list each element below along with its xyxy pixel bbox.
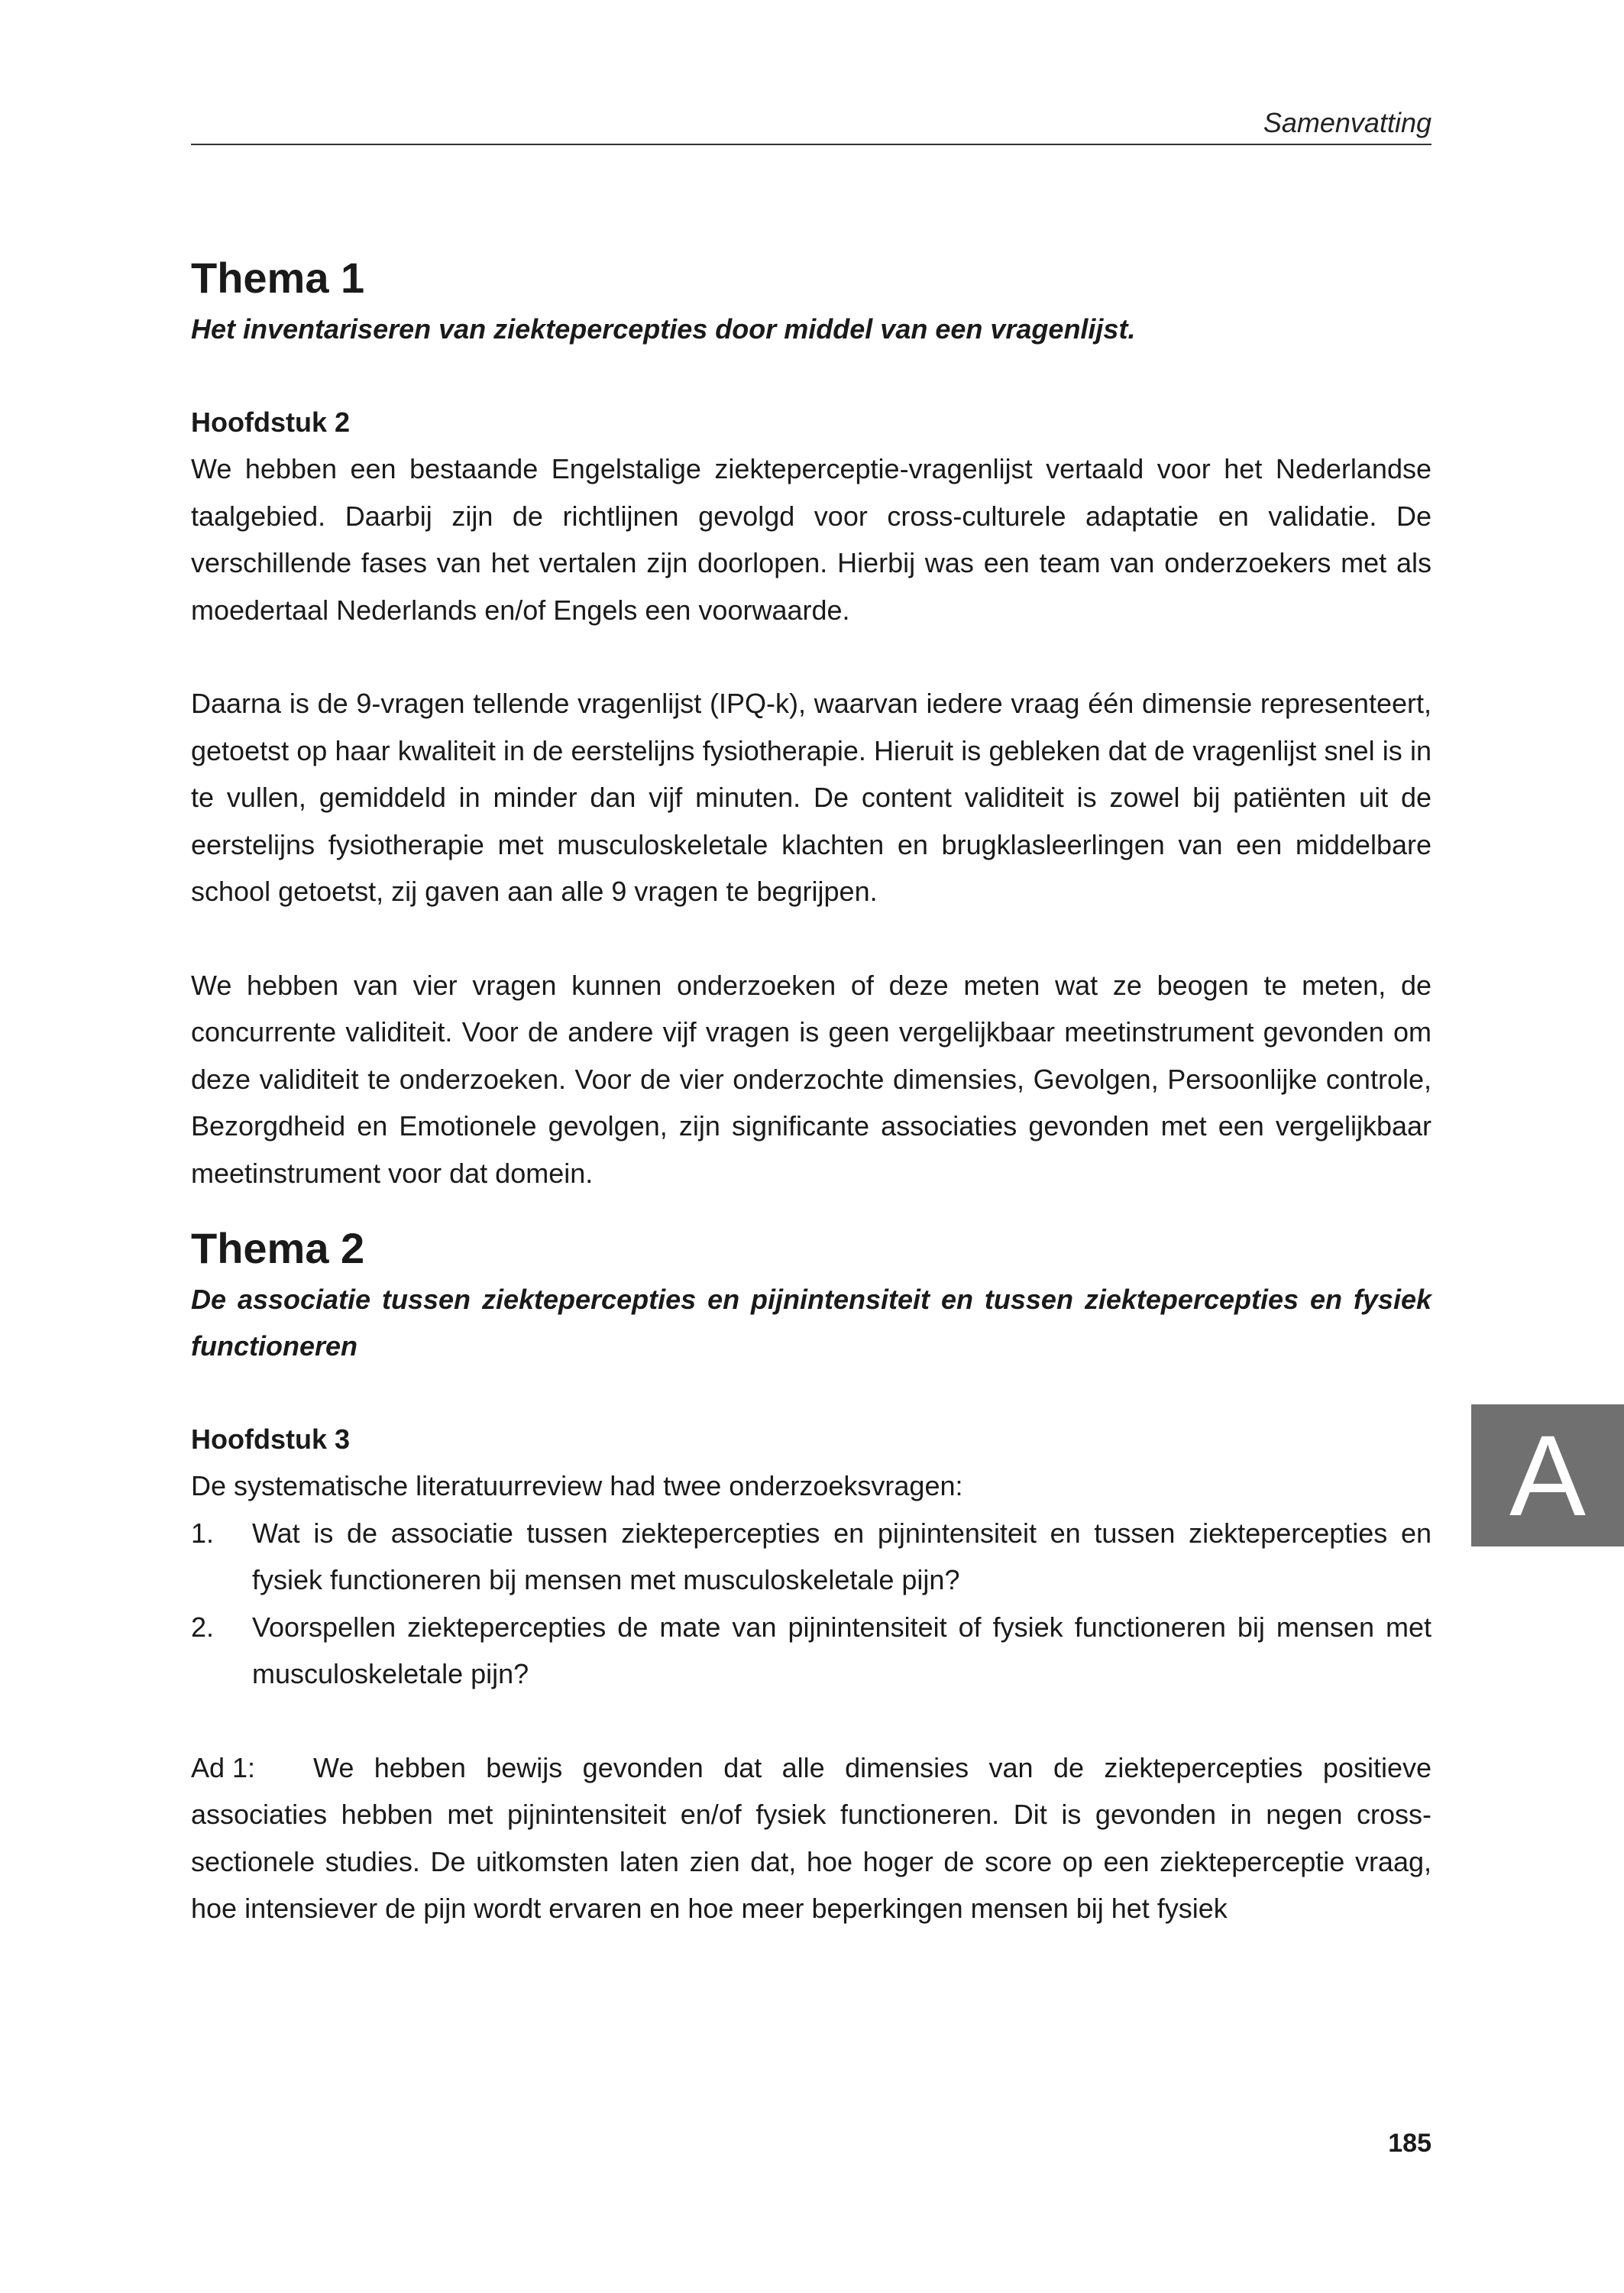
running-header: Samenvatting (1263, 107, 1432, 138)
list-item-text: Wat is de associatie tussen ziektepercepties en pijnintensiteit en tussen ziektepercepties en fysiek functioneren bij mensen met musculoskeletale pijn? (252, 1517, 1432, 1595)
research-questions-list (191, 1510, 1432, 1698)
theme1-paragraph-3: We hebben van vier vragen kunnen onderzoeken of deze meten wat ze beogen te meten, de concurrente validiteit. Voor de andere vijf vragen is geen vergelijkbaar meetinstrument gevonden om deze validiteit te onderzoeken. Voor de vier onderzochte dimensies, Gevolgen, Persoonlijke controle, Bezorgdheid en Emotionele gevolgen, zijn significante associaties gevonden met een vergelijkbaar meetinstrument voor dat domein. (191, 969, 1432, 1189)
theme1-paragraph-2: Daarna is de 9-vragen tellende vragenlijst (IPQ-k), waarvan iedere vraag één dimensie representeert, getoetst op haar kwaliteit in de eerstelijns fysiotherapie. Hieruit is gebleken dat de vragenlijst snel is in te vullen, gemiddeld in minder dan vijf minuten. De content validiteit is zowel bij patiënten uit de eerstelijns fysiotherapie met musculoskeletale klachten en brugklasleerlingen van een middelbare school getoetst, zij gaven aan alle 9 vragen te begrijpen. (191, 688, 1432, 907)
ad1-label: Ad 1: (191, 1751, 256, 1783)
appendix-tab-marker: A (1471, 1404, 1624, 1546)
theme1-subtitle: Het inventariseren van ziekteperceptіes door middel van een vragenlijst. (191, 313, 1136, 345)
theme1-chapter-heading: Hoofdstuk 2 (191, 406, 351, 438)
page-number: 185 (1388, 2129, 1432, 2158)
theme2-title: Thema 2 (191, 1224, 365, 1272)
theme1-paragraph-1: We hebben een bestaande Engelstalige ziekteperceptie-vragenlijst vertaald voor het Nederlandse taalgebied. Daarbij zijn de richtlijnen gevolgd voor cross-culturele adaptatie en validatie. De verschillende fases van het vertalen zijn doorlopen. Hierbij was een team van onderzoekers met als moedertaal Nederlands en/of Engels een voorwaarde. (191, 453, 1432, 626)
header-rule (191, 144, 1432, 145)
ad1-text: We hebben bewijs gevonden dat alle dimensies van de ziektepercepties positieve associaties hebben met pijnintensiteit en/of fysiek functioneren. Dit is gevonden in negen cross-sectionele studies. De uitkomsten laten zien dat, hoe hoger de score op een ziekteperceptie vraag, hoe intensiever de pijn wordt ervaren en hoe meer beperkingen mensen bij het fysiek (191, 1751, 1432, 1924)
list-item-text: Voorspellen ziektepercepties de mate van pijnintensiteit of fysiek functioneren bij mensen met musculoskeletale pijn? (252, 1611, 1432, 1689)
list-item (191, 1604, 1432, 1698)
theme2-chapter-heading: Hoofdstuk 3 (191, 1423, 351, 1455)
list-item (191, 1510, 1432, 1604)
ad1-paragraph (191, 1744, 1432, 1932)
theme1-title: Thema 1 (191, 254, 365, 302)
theme2-intro: De systematische literatuurreview had twee onderzoeksvragen: (191, 1470, 963, 1501)
page-content (191, 251, 1432, 1932)
list-item-number: 1. (191, 1517, 215, 1549)
list-item-number: 2. (191, 1611, 215, 1643)
theme2-subtitle: De associatie tussen ziektepercepties en pijnintensiteit en tussen ziektepercepties en fysiek functioneren (191, 1284, 1432, 1362)
